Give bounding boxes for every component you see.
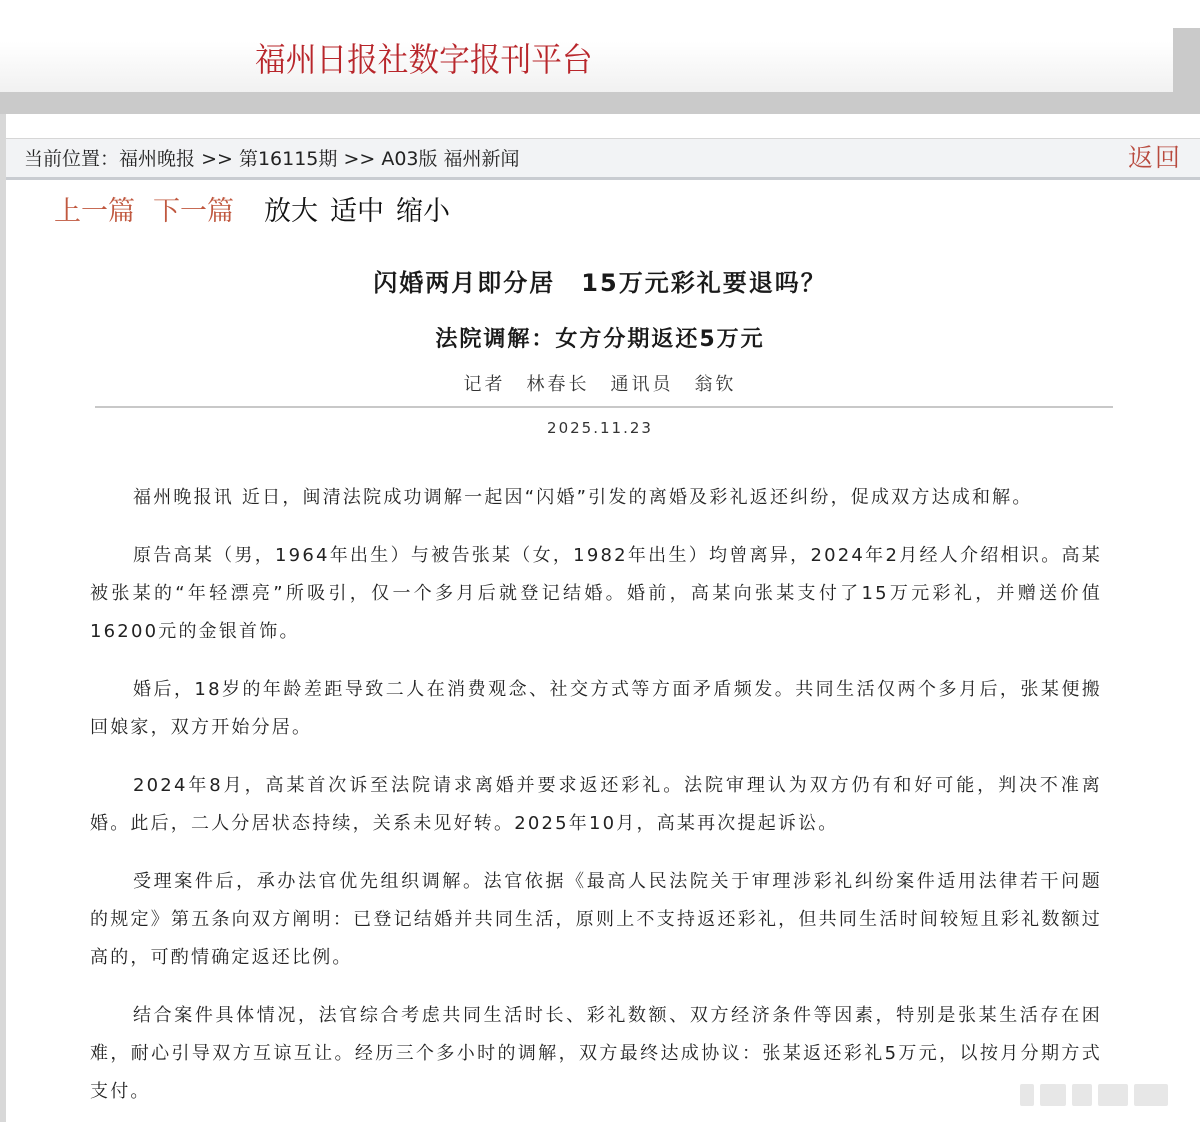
spacer-strip bbox=[6, 114, 1200, 138]
article-paragraph: 婚后，18岁的年龄差距导致二人在消费观念、社交方式等方面矛盾频发。共同生活仅两个多月后，张某便搬回娘家，双方开始分居。 bbox=[90, 679, 1102, 738]
font-enlarge-link[interactable]: 放大 bbox=[264, 196, 318, 227]
article-body bbox=[90, 479, 1102, 1122]
article-paragraph: 2024年8月，高某首次诉至法院请求离婚并要求返还彩礼。法院审理认为双方仍有和好可能，判决不准离婚。此后，二人分居状态持续，关系未见好转。2025年10月，高某再次提起诉讼。 bbox=[90, 775, 1102, 834]
breadcrumb-item-issue[interactable]: 第16115期 bbox=[238, 148, 338, 170]
article-byline: 记者 林春长 通讯员 翁钦 bbox=[463, 374, 737, 395]
article-nav bbox=[54, 194, 462, 230]
prev-article-link[interactable]: 上一篇 bbox=[54, 196, 135, 227]
masthead bbox=[0, 0, 1200, 92]
breadcrumb-prefix: 当前位置： bbox=[24, 148, 120, 170]
divider bbox=[95, 406, 1113, 408]
article-paragraph: 受理案件后，承办法官优先组织调解。法官依据《最高人民法院关于审理涉彩礼纠纷案件适用法律若干问题的规定》第五条向双方阐明：已登记结婚并共同生活，原则上不支持返还彩礼，但共同生活时间较短且彩礼数额过高的，可酌情确定返还比例。 bbox=[90, 871, 1102, 968]
article-headline: 闪婚两月即分居 15万元彩礼要退吗？ bbox=[373, 269, 827, 297]
article-date: 2025.11.23 bbox=[547, 419, 653, 437]
blurred-watermark bbox=[1020, 1080, 1185, 1110]
back-link[interactable]: 返回 bbox=[1127, 143, 1182, 172]
site-title: 福州日报社数字报刊平台 bbox=[255, 40, 593, 79]
breadcrumb-bar bbox=[6, 138, 1200, 180]
breadcrumb-item-paper[interactable]: 福州晚报 bbox=[119, 148, 196, 170]
font-default-link[interactable]: 适中 bbox=[330, 196, 384, 227]
header-band bbox=[0, 92, 1200, 114]
next-article-link[interactable]: 下一篇 bbox=[153, 196, 234, 227]
breadcrumb-separator: >> bbox=[337, 148, 382, 170]
breadcrumb-separator: >> bbox=[195, 148, 239, 170]
breadcrumb bbox=[24, 147, 520, 171]
article-paragraph: 结合案件具体情况，法官综合考虑共同生活时长、彩礼数额、双方经济条件等因素，特别是张某生活存在困难，耐心引导双方互谅互让。经历三个多小时的调解，双方最终达成协议：张某返还彩礼5万元，以按月分期方式支付。 bbox=[90, 1005, 1102, 1102]
article-paragraph: 福州晚报讯 近日，闽清法院成功调解一起因“闪婚”引发的离婚及彩礼返还纠纷，促成双方达成和解。 bbox=[133, 487, 1033, 508]
masthead-edge-block bbox=[1173, 28, 1200, 92]
article-paragraph: 原告高某（男，1964年出生）与被告张某（女，1982年出生）均曾离异，2024年2月经人介绍相识。高某被张某的“年轻漂亮”所吸引，仅一个多月后就登记结婚。婚前，高某向张某支付了15万元彩礼，并赠送价值16200元的金银首饰。 bbox=[90, 545, 1102, 642]
font-shrink-link[interactable]: 缩小 bbox=[396, 196, 450, 227]
breadcrumb-item-page[interactable]: A03版 福州新闻 bbox=[381, 148, 520, 170]
article-subhead: 法院调解：女方分期返还5万元 bbox=[435, 327, 765, 352]
